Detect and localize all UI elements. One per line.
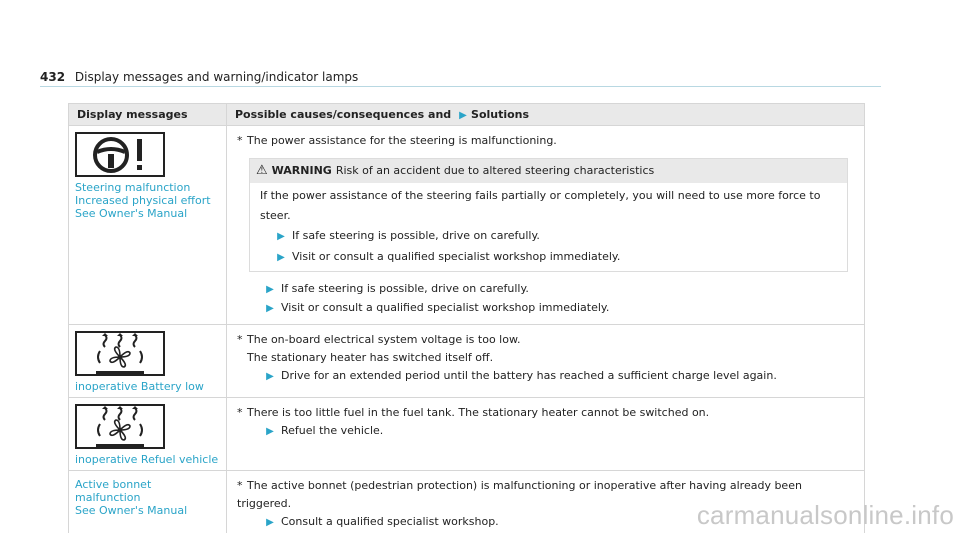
watermark: carmanualsonline.info xyxy=(696,500,954,530)
step-arrow-icon: ▶ xyxy=(266,371,274,382)
asterisk: * xyxy=(237,134,243,147)
cause-cell xyxy=(227,126,865,325)
cause-text xyxy=(237,132,856,150)
solution-step-text: Consult a qualified specialist workshop. xyxy=(281,515,499,528)
step-arrow-icon: ▶ xyxy=(266,303,274,314)
message-cell xyxy=(69,398,227,471)
message-line: See Owner's Manual xyxy=(75,207,188,220)
message-cell xyxy=(69,471,227,533)
warning-triangle-icon: ⚠ xyxy=(256,163,268,178)
message-line: See Owner's Manual xyxy=(75,504,188,517)
step-arrow-icon: ▶ xyxy=(266,426,274,437)
warning-text: If the power assistance of the steering fails partially or completely, you will need to use more force to steer. xyxy=(260,189,821,222)
message-line: Steering malfunction xyxy=(75,181,191,194)
solution-step-text: Drive for an extended period until the battery has reached a sufficient charge level again. xyxy=(281,369,777,382)
cause-text-value: The active bonnet (pedestrian protection) is malfunctioning or inoperative after having already been triggered. xyxy=(237,479,802,510)
cause-cell xyxy=(227,398,865,471)
solution-step xyxy=(237,299,856,318)
cause-text-value: The power assistance for the steering is malfunctioning. xyxy=(247,134,557,147)
step-arrow-icon: ▶ xyxy=(459,110,467,121)
table-row xyxy=(69,398,865,471)
warning-step-text: Visit or consult a qualified specialist workshop immediately. xyxy=(292,250,621,263)
cause-cell xyxy=(227,325,865,398)
asterisk: * xyxy=(237,479,243,492)
solution-step xyxy=(237,367,856,386)
step-arrow-icon: ▶ xyxy=(266,284,274,295)
solution-step xyxy=(237,280,856,299)
asterisk: * xyxy=(237,406,243,419)
table-row xyxy=(69,325,865,398)
col-header-causes xyxy=(227,104,865,126)
cause-text-value: There is too little fuel in the fuel tank. The stationary heater cannot be switched on. xyxy=(247,406,710,419)
step-arrow-icon: ▶ xyxy=(266,517,274,528)
cause-text-2: The stationary heater has switched itself off. xyxy=(247,351,494,364)
table-header-row xyxy=(69,104,865,126)
warning-header xyxy=(250,159,847,183)
col-header-messages: Display messages xyxy=(69,104,227,126)
stationary-heater-icon xyxy=(75,404,165,449)
message-line: inoperative Battery low xyxy=(75,380,204,393)
cause-text xyxy=(237,404,856,422)
warning-step xyxy=(260,247,839,268)
step-arrow-icon: ▶ xyxy=(277,252,285,263)
header-divider xyxy=(40,86,881,87)
cause-text-value: The on-board electrical system voltage is too low. xyxy=(247,333,521,346)
col-header-causes-label: Possible causes/consequences and xyxy=(235,108,452,121)
warning-body xyxy=(250,183,847,271)
message-line: Increased physical effort xyxy=(75,194,211,207)
stationary-heater-icon xyxy=(75,331,165,376)
warning-label: WARNING xyxy=(271,164,332,177)
message-cell xyxy=(69,325,227,398)
step-arrow-icon: ▶ xyxy=(277,231,285,242)
warning-title: Risk of an accident due to altered steering characteristics xyxy=(335,164,655,177)
cause-text xyxy=(237,331,856,349)
col-header-solutions-label: Solutions xyxy=(471,108,530,121)
message-line: inoperative Refuel vehicle xyxy=(75,453,219,466)
solution-step-text: Visit or consult a qualified specialist workshop immediately. xyxy=(281,301,610,314)
table-row xyxy=(69,126,865,325)
solution-step-text: Refuel the vehicle. xyxy=(281,424,384,437)
message-cell xyxy=(69,126,227,325)
solution-step xyxy=(237,422,856,441)
solution-step-text: If safe steering is possible, drive on carefully. xyxy=(281,282,529,295)
page-number: 432 xyxy=(40,70,66,84)
asterisk: * xyxy=(237,333,243,346)
warning-box xyxy=(249,158,848,272)
steering-warning-icon xyxy=(75,132,165,177)
page-title: Display messages and warning/indicator lamps xyxy=(74,70,359,84)
display-messages-table xyxy=(68,103,865,533)
page-header xyxy=(40,70,358,84)
message-line: Active bonnet malfunction xyxy=(75,478,152,504)
warning-step-text: If safe steering is possible, drive on carefully. xyxy=(292,229,540,242)
warning-step xyxy=(260,226,839,247)
